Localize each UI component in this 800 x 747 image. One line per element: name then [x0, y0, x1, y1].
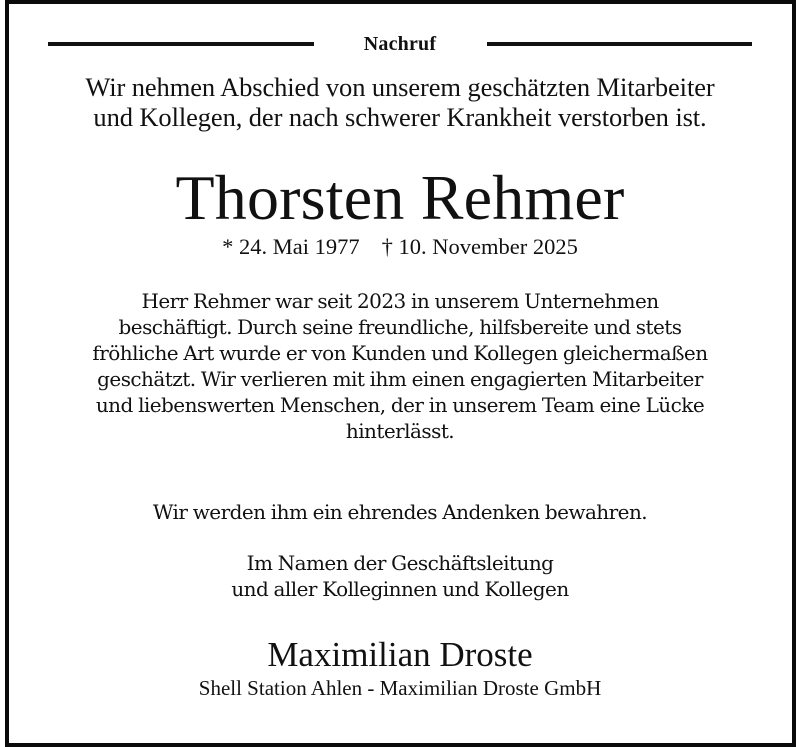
on-behalf-line-2: und aller Kolleginnen und Kollegen — [231, 577, 569, 601]
tribute-line-6: hinterlässt. — [345, 419, 455, 443]
intro-line-1: Wir nehmen Abschied von unserem geschätzten Mitarbeiter — [85, 72, 715, 102]
remembrance-line: Wir werden ihm ein ehrendes Andenken bewahren. — [152, 500, 648, 524]
notice-heading: Nachruf — [363, 33, 437, 55]
tribute-line-1: Herr Rehmer war seit 2023 in unserem Unternehmen — [141, 289, 659, 313]
tribute-line-5: und liebenswerten Menschen, der in unserem Team eine Lücke — [95, 393, 705, 417]
tribute-line-3: fröhliche Art wurde er von Kunden und Kollegen gleichermaßen — [92, 341, 708, 365]
life-dates — [0, 234, 800, 260]
born-symbol: * — [222, 234, 234, 259]
header-rule-right — [487, 42, 752, 46]
intro-line-2: und Kollegen, der nach schwerer Krankheit verstorben ist. — [93, 102, 707, 132]
tribute-line-2: beschäftigt. Durch seine freundliche, hilfsbereite und stets — [118, 315, 682, 339]
signatory-company: Shell Station Ahlen - Maximilian Droste GmbH — [198, 676, 602, 700]
tribute-line-4: geschätzt. Wir verlieren mit ihm einen engagierten Mitarbeiter — [97, 367, 703, 391]
cross-icon: † — [381, 234, 393, 259]
death-date: 10. November 2025 — [398, 234, 578, 259]
on-behalf-line-1: Im Namen der Geschäftsleitung — [246, 551, 554, 575]
birth-date: 24. Mai 1977 — [239, 234, 360, 259]
signatory-name: Maximilian Droste — [267, 635, 533, 674]
deceased-name: Thorsten Rehmer — [175, 162, 625, 233]
